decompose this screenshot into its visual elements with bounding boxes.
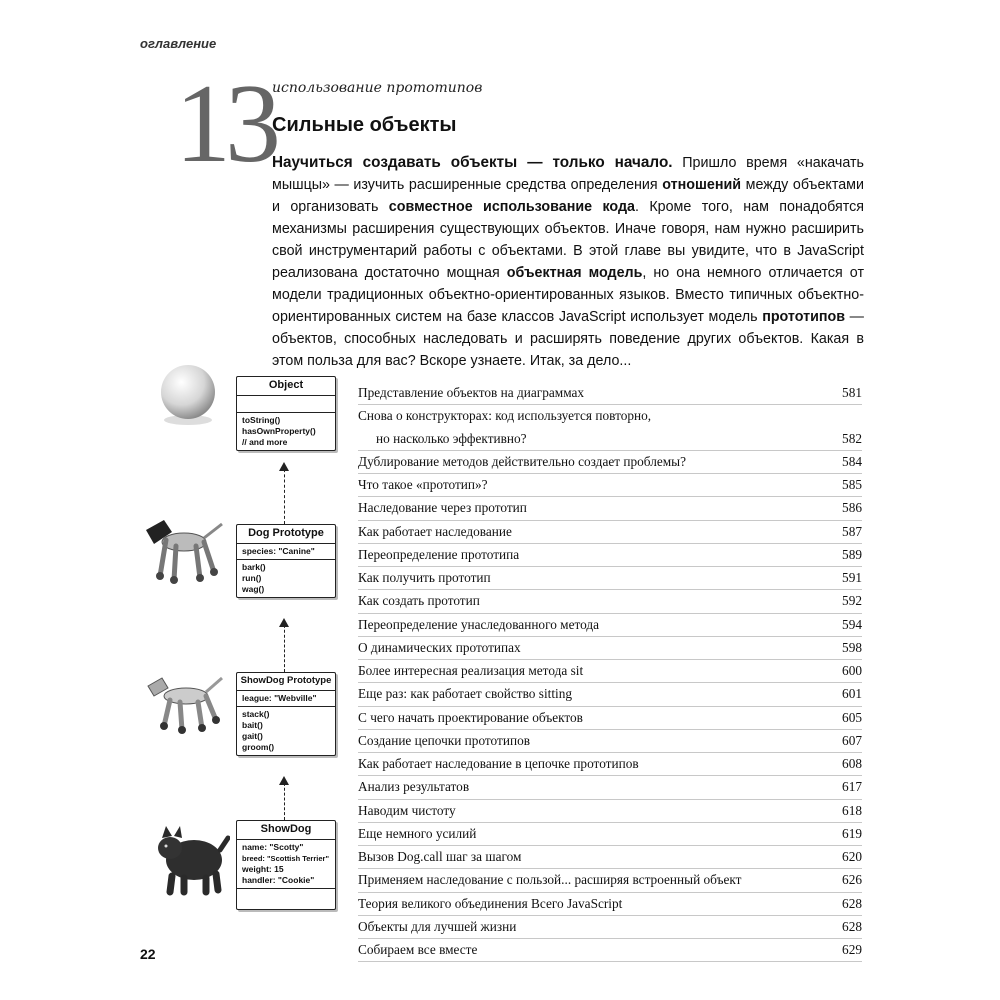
toc-entry[interactable]: [358, 428, 862, 451]
toc-entry[interactable]: [358, 614, 862, 637]
toc-title: Еще раз: как работает свойство sitting: [358, 686, 573, 702]
toc-title: но насколько эффективно?: [376, 430, 527, 446]
intro-text: между объектами и организовать: [272, 177, 864, 215]
showdog-box: [236, 820, 336, 910]
dog-prototype-box: [236, 524, 336, 598]
method: bark(): [242, 562, 266, 572]
toc-page: 587: [842, 523, 862, 539]
toc-title: Теория великого объединения Всего JavaScript: [358, 895, 623, 911]
showdog-methods: [237, 889, 335, 909]
toc-page: 620: [842, 849, 862, 864]
toc-entry[interactable]: [358, 823, 862, 846]
inheritance-arrow: [284, 778, 285, 820]
property: league: "Webville": [242, 693, 317, 703]
robot-dog-icon: [142, 510, 228, 590]
object-props: [237, 396, 335, 413]
toc-title: Более интересная реализация метода sit: [358, 663, 584, 678]
toc-entry[interactable]: [358, 637, 862, 660]
intro-bold: отношений: [662, 177, 742, 193]
toc-entry[interactable]: [358, 451, 862, 474]
method: gait(): [242, 731, 263, 741]
toc-title: Создание цепочки прототипов: [358, 732, 530, 748]
method: wag(): [242, 584, 265, 594]
toc-page: 618: [842, 802, 862, 818]
toc-title: Что такое «прототип»?: [358, 477, 488, 492]
toc-page: 601: [842, 686, 862, 702]
chapter-title: Сильные объекты: [272, 114, 457, 136]
intro-text: Пришло время «накачать мышцы» — изучить расширенные средства определения: [272, 155, 864, 193]
toc-page: 581: [842, 385, 862, 400]
object-class-title: Object: [237, 377, 335, 396]
toc-title: О динамических прототипах: [358, 639, 521, 655]
toc-title: С чего начать проектирование объектов: [358, 709, 583, 725]
toc-page: 585: [842, 477, 862, 492]
dog-prototype-methods: [237, 560, 335, 597]
chapter-subtitle: использование прототипов: [272, 80, 483, 96]
toc-page: 594: [842, 616, 862, 632]
toc-entry[interactable]: [358, 474, 862, 497]
inheritance-arrow: [284, 464, 285, 524]
dog-prototype-title: Dog Prototype: [237, 525, 335, 544]
method: bait(): [242, 720, 263, 730]
toc-page: 582: [842, 430, 862, 446]
toc-entry[interactable]: [358, 497, 862, 520]
intro-bold: объектная модель: [506, 265, 643, 281]
scottish-terrier-icon: [154, 820, 230, 896]
robot-dog-icon: [142, 668, 228, 738]
toc-page: 600: [842, 663, 862, 678]
object-methods: [237, 413, 335, 450]
method: // and more: [242, 437, 288, 447]
toc-entry[interactable]: [358, 939, 862, 962]
property: handler: "Cookie": [242, 875, 315, 885]
toc-title: Еще немного усилий: [358, 825, 477, 841]
toc-page: 628: [842, 895, 862, 911]
intro-text: — объектов, способных наследовать и расширять поведение других объектов. Какая в этом польза для вас? Вскоре узнаете. Итак, за дело...: [272, 309, 864, 369]
table-of-contents: [358, 382, 862, 962]
toc-title: Как получить прототип: [358, 570, 491, 585]
toc-entry[interactable]: [358, 800, 862, 823]
dog-prototype-props: [237, 544, 335, 560]
toc-entry[interactable]: [358, 707, 862, 730]
toc-entry[interactable]: [358, 590, 862, 613]
toc-entry[interactable]: [358, 567, 862, 590]
toc-page: 628: [842, 918, 862, 934]
toc-page: 592: [842, 593, 862, 609]
toc-title: Как работает наследование: [358, 523, 512, 539]
method: stack(): [242, 709, 270, 719]
running-head: оглавление: [140, 36, 217, 51]
showdog-prototype-props: [237, 691, 335, 707]
toc-title: Анализ результатов: [358, 779, 470, 795]
toc-title: Объекты для лучшей жизни: [358, 918, 517, 934]
object-class-box: [236, 376, 336, 451]
method: groom(): [242, 742, 275, 752]
toc-page: 626: [842, 872, 862, 888]
method: toString(): [242, 415, 281, 425]
toc-page: 608: [842, 756, 862, 771]
toc-title: Применяем наследование с пользой... расширяя встроенный объект: [358, 872, 742, 888]
showdog-prototype-title: ShowDog Prototype: [237, 673, 335, 691]
toc-title: Вызов Dog.call шаг за шагом: [358, 849, 522, 864]
toc-page: 584: [842, 453, 862, 469]
toc-entry[interactable]: [358, 776, 862, 799]
toc-entry[interactable]: [358, 916, 862, 939]
toc-page: 619: [842, 825, 862, 841]
toc-entry[interactable]: [358, 521, 862, 544]
toc-page: 598: [842, 639, 862, 655]
showdog-title: ShowDog: [237, 821, 335, 840]
toc-page: 605: [842, 709, 862, 725]
intro-text: . Кроме того, нам понадобятся механизмы расширения существующих объектов. Иначе говоря, нам нужно расширить свой инструментарий работы с объектами. В этой главе вы увидите, что в JavaScript реализована достаточно мощная: [272, 199, 864, 281]
toc-page: 591: [842, 570, 862, 585]
intro-bold: прототипов: [762, 309, 846, 325]
toc-page: 586: [842, 500, 862, 516]
toc-title: Наводим чистоту: [358, 802, 456, 818]
intro-bold: совместное использование кода: [388, 199, 635, 215]
toc-entry[interactable]: [358, 544, 862, 567]
inheritance-arrow: [284, 620, 285, 672]
toc-title: Как работает наследование в цепочке прототипов: [358, 756, 639, 771]
toc-entry[interactable]: [358, 893, 862, 916]
toc-page: 617: [842, 779, 862, 795]
prototype-chain-illustration: [140, 362, 350, 942]
method: run(): [242, 573, 262, 583]
intro-text: , но она немного отличается от модели традиционных объектно-ориентированных языков. Вместо типичных объектно-ориентированных систем на базе классов JavaScript использует модель: [272, 265, 864, 325]
property: name: "Scotty": [242, 842, 304, 852]
toc-title: Дублирование методов действительно создает проблемы?: [358, 453, 687, 469]
toc-entry[interactable]: [358, 660, 862, 683]
toc-entry[interactable]: [358, 846, 862, 869]
toc-page: 589: [842, 546, 862, 562]
chapter-number: 13: [175, 62, 275, 186]
toc-entry[interactable]: [358, 683, 862, 706]
toc-entry[interactable]: [358, 869, 862, 892]
toc-title: Наследование через прототип: [358, 500, 527, 516]
toc-title: Переопределение унаследованного метода: [358, 616, 600, 632]
showdog-props: [237, 840, 335, 889]
toc-page: 607: [842, 732, 862, 748]
toc-entry[interactable]: [358, 405, 862, 427]
toc-title: Переопределение прототипа: [358, 546, 520, 562]
chapter-intro: [272, 152, 864, 372]
property: species: "Canine": [242, 546, 315, 556]
toc-title: Как создать прототип: [358, 593, 480, 609]
showdog-prototype-methods: [237, 707, 335, 755]
property: breed: "Scottish Terrier": [242, 854, 329, 863]
intro-lead: Научиться создавать объекты — только начало.: [272, 154, 673, 171]
method: hasOwnProperty(): [242, 426, 316, 436]
toc-title: Представление объектов на диаграммах: [358, 385, 585, 400]
property: weight: 15: [242, 864, 284, 874]
toc-page: 629: [842, 942, 862, 957]
page-number: 22: [140, 946, 156, 962]
toc-entry[interactable]: [358, 382, 862, 405]
toc-title: Снова о конструкторах: код используется повторно,: [358, 408, 652, 424]
showdog-prototype-box: [236, 672, 336, 756]
toc-title: Собираем все вместе: [358, 942, 478, 957]
toc-entry[interactable]: [358, 730, 862, 753]
sphere-icon: [158, 362, 218, 426]
toc-entry[interactable]: [358, 753, 862, 776]
